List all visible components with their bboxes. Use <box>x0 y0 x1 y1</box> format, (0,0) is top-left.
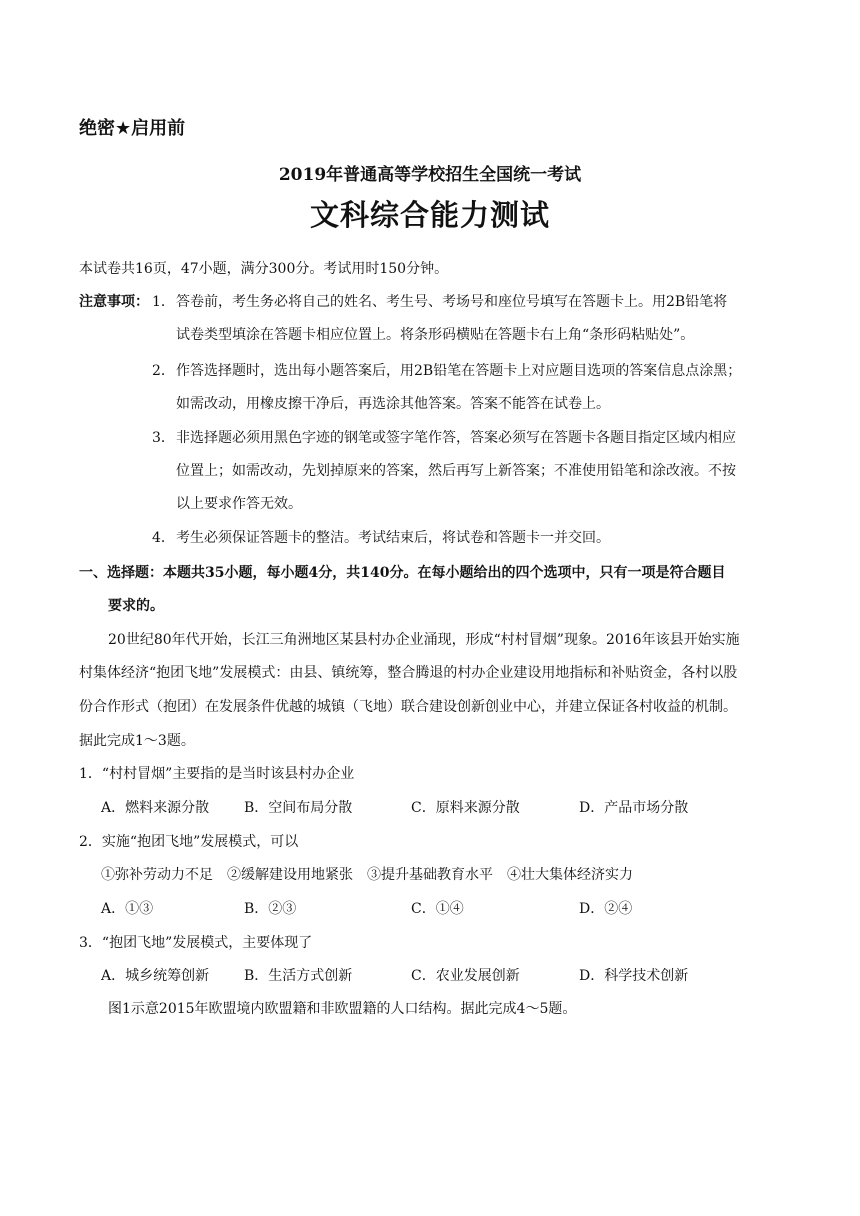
question-2-option-d: D．②④ <box>579 901 633 917</box>
note-1-line-1: 答卷前，考生务必将自己的姓名、考生号、考场号和座位号填写在答题卡上。用2B铅笔将 <box>176 294 728 310</box>
note-2-number: 2． <box>152 363 175 379</box>
test-title: 文科综合能力测试 <box>309 198 550 232</box>
question-2-option-b: B．②③ <box>244 901 297 917</box>
question-3-option-d: D．科学技术创新 <box>579 968 689 984</box>
question-2-option-a: A．①③ <box>101 901 154 917</box>
note-3-line-3: 以上要求作答无效。 <box>176 496 302 512</box>
note-4-line-1: 考生必须保证答题卡的整洁。考试结束后，将试卷和答题卡一并交回。 <box>176 530 610 546</box>
notes-label: 注意事项： <box>79 294 149 310</box>
note-2-line-1: 作答选择题时，选出每小题答案后，用2B铅笔在答题卡上对应题目选项的答案信息点涂黑； <box>176 363 742 379</box>
question-1-option-b: B．空间布局分散 <box>244 800 353 816</box>
section-heading-line-1: 一、选择题：本题共35小题，每小题4分，共140分。在每小题给出的四个选项中，只有一项是符合题目 <box>79 565 726 581</box>
question-3-option-c: C．农业发展创新 <box>411 968 520 984</box>
passage-1-line-2: 村集体经济“抱团飞地”发展模式：由县、镇统筹，整合腾退的村办企业建设用地指标和补贴资金，各村以股 <box>79 665 738 681</box>
passage-1-line-3: 份合作形式（抱团）在发展条件优越的城镇（飞地）联合建设创新创业中心，并建立保证各村收益的机制。 <box>79 699 737 715</box>
secret-mark: 绝密★启用前 <box>79 118 186 139</box>
question-1-option-d: D．产品市场分散 <box>579 800 689 816</box>
note-3-line-2: 位置上；如需改动，先划掉原来的答案，然后再写上新答案；不准使用铅笔和涂改液。不按 <box>176 463 736 479</box>
question-3-option-a: A．城乡统筹创新 <box>101 968 210 984</box>
question-3-stem: 3．“抱团飞地”发展模式，主要体现了 <box>79 935 313 951</box>
note-3-number: 3． <box>152 430 175 446</box>
note-1-line-2: 试卷类型填涂在答题卡相应位置上。将条形码横贴在答题卡右上角“条形码粘贴处”。 <box>176 327 695 343</box>
note-1-number: 1． <box>152 294 175 310</box>
note-2-line-2: 如需改动，用橡皮擦干净后，再选涂其他答案。答案不能答在试卷上。 <box>176 396 610 412</box>
question-1-option-a: A．燃料来源分散 <box>101 800 210 816</box>
intro-text: 本试卷共16页，47小题，满分300分。考试用时150分钟。 <box>79 261 449 277</box>
passage-2-text: 图1示意2015年欧盟境内欧盟籍和非欧盟籍的人口结构。据此完成4～5题。 <box>108 1001 577 1017</box>
note-4-number: 4． <box>152 530 175 546</box>
section-heading-line-2: 要求的。 <box>108 598 164 614</box>
question-2-option-c: C．①④ <box>411 901 464 917</box>
note-3-line-1: 非选择题必须用黑色字迹的钢笔或签字笔作答，答案必须写在答题卡各题目指定区域内相应 <box>176 430 736 446</box>
question-3-option-b: B．生活方式创新 <box>244 968 353 984</box>
question-1-stem: 1．“村村冒烟”主要指的是当时该县村办企业 <box>79 766 355 782</box>
passage-1-line-4: 据此完成1～3题。 <box>79 733 195 749</box>
question-2-statements: ①弥补劳动力不足 ②缓解建设用地紧张 ③提升基础教育水平 ④壮大集体经济实力 <box>101 867 633 883</box>
question-2-stem: 2．实施“抱团飞地”发展模式，可以 <box>79 834 299 850</box>
question-1-option-c: C．原料来源分散 <box>411 800 520 816</box>
passage-1-line-1: 20世纪80年代开始，长江三角洲地区某县村办企业涌现，形成“村村冒烟”现象。2016年该县开始实施 <box>108 632 740 648</box>
exam-title: 2019年普通高等学校招生全国统一考试 <box>278 165 582 185</box>
